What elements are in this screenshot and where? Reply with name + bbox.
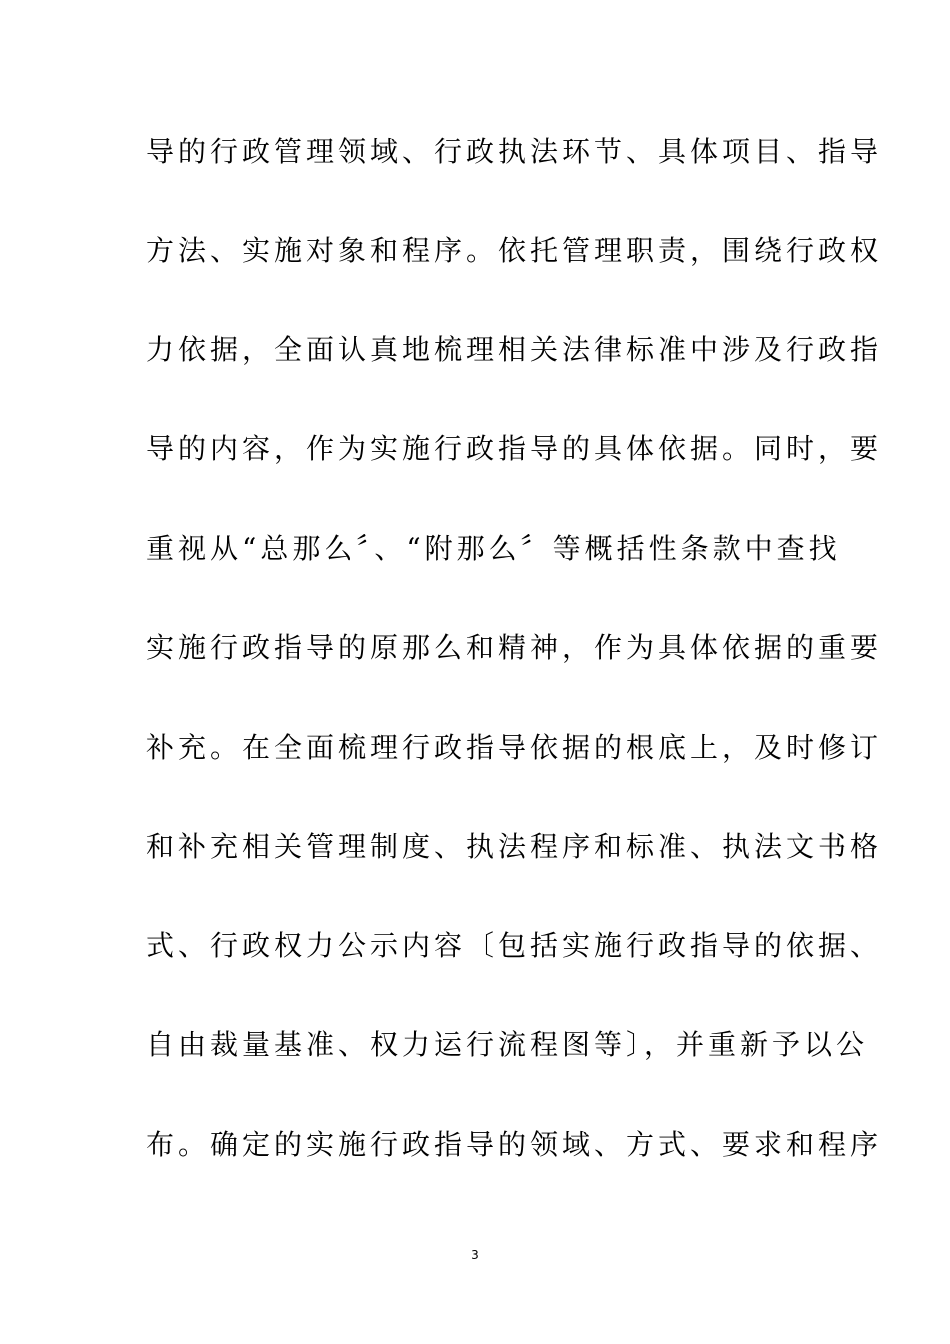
body-text-line: 导的行政管理领域、行政执法环节、具体项目、指导 [146, 135, 883, 168]
body-text-line: 自由裁量基准、权力运行流程图等〕，并重新予以公 [146, 1028, 869, 1061]
body-text-line: 方法、实施对象和程序。依托管理职责，围绕行政权 [146, 234, 883, 267]
body-text-line: 重视从“总那么〞、“附那么〞等概括性条款中查找 [146, 532, 841, 565]
body-text-line: 实施行政指导的原那么和精神，作为具体依据的重要 [146, 631, 883, 664]
body-text-line: 布。确定的实施行政指导的领域、方式、要求和程序 [146, 1128, 883, 1161]
body-text-line: 力依据，全面认真地梳理相关法律标准中涉及行政指 [146, 333, 883, 366]
body-text-line: 和补充相关管理制度、执法程序和标准、执法文书格 [146, 830, 883, 863]
body-text-line: 导的内容，作为实施行政指导的具体依据。同时，要 [146, 432, 883, 465]
page-number: 3 [471, 1248, 479, 1262]
body-text-line: 补充。在全面梳理行政指导依据的根底上，及时修订 [146, 731, 883, 764]
body-text-line: 式、行政权力公示内容〔包括实施行政指导的依据、 [146, 929, 883, 962]
